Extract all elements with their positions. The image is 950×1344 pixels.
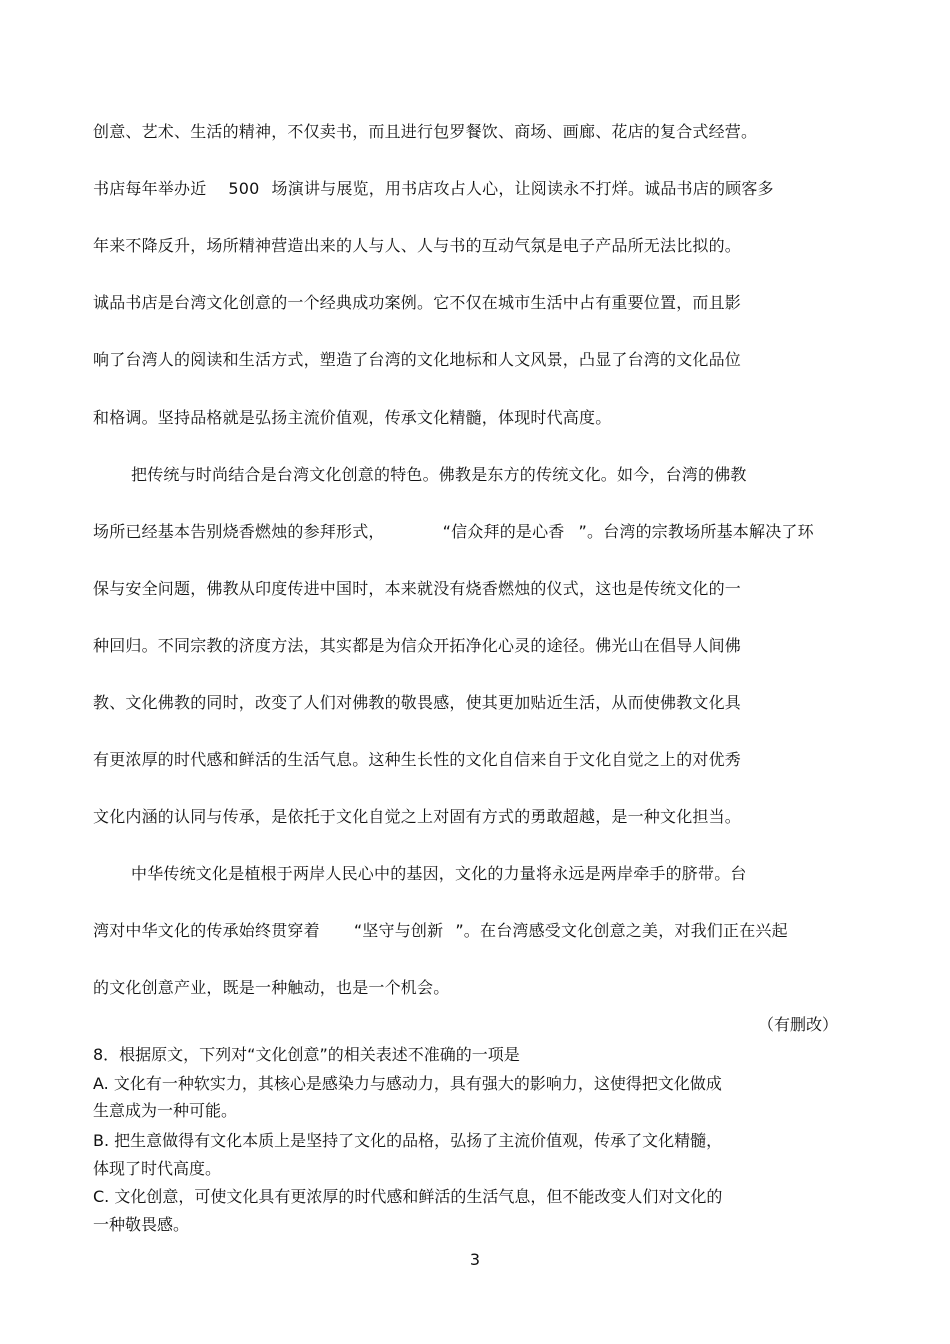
- text-segment: 湾对中华文化的传承始终贯穿着: [93, 921, 320, 940]
- option-a-line-1: A. 文化有一种软实力，其核心是感染力与感动力，具有强大的影响力，这使得把文化做成: [93, 1074, 722, 1093]
- text-line: 的文化创意产业，既是一种触动，也是一个机会。: [93, 978, 450, 997]
- text-segment: 书店每年举办近: [93, 179, 207, 198]
- option-b-line-1: B. 把生意做得有文化本质上是坚持了文化的品格，弘扬了主流价值观，传承了文化精髓，: [93, 1131, 723, 1150]
- option-c-line-1: C. 文化创意，可使文化具有更浓厚的时代感和鲜活的生活气息，但不能改变人们对文化的: [93, 1187, 723, 1206]
- text-line: [93, 179, 774, 199]
- source-note: （有删改）: [757, 1015, 838, 1034]
- text-line: 诚品书店是台湾文化创意的一个经典成功案例。它不仅在城市生活中占有重要位置，而且影: [93, 293, 742, 312]
- text-segment: “坚守与创新: [353, 921, 444, 940]
- text-segment: ”。在台湾感受文化创意之美，对我们正在兴起: [455, 921, 788, 940]
- text-line: [93, 522, 814, 542]
- text-segment: 500: [228, 179, 260, 198]
- option-c-line-2: 一种敬畏感。: [93, 1215, 190, 1234]
- text-segment: 场所已经基本告别烧香燃烛的参拜形式，: [93, 522, 385, 541]
- text-line: 种回归。不同宗教的济度方法，其实都是为信众开拓净化心灵的途径。佛光山在倡导人间佛: [93, 636, 742, 655]
- text-line: 响了台湾人的阅读和生活方式，塑造了台湾的文化地标和人文风景，凸显了台湾的文化品位: [93, 350, 742, 369]
- text-line: 创意、艺术、生活的精神，不仅卖书，而且进行包罗餐饮、商场、画廊、花店的复合式经营。: [93, 122, 758, 141]
- text-line: 把传统与时尚结合是台湾文化创意的特色。佛教是东方的传统文化。如今，台湾的佛教: [131, 465, 747, 484]
- text-line: 中华传统文化是植根于两岸人民心中的基因，文化的力量将永远是两岸牵手的脐带。台: [131, 864, 747, 883]
- text-line: 文化内涵的认同与传承，是依托于文化自觉之上对固有方式的勇敢超越，是一种文化担当。: [93, 807, 742, 826]
- text-segment: ”。台湾的宗教场所基本解决了环: [578, 522, 814, 541]
- text-line: 教、文化佛教的同时，改变了人们对佛教的敬畏感，使其更加贴近生活，从而使佛教文化具: [93, 693, 742, 712]
- text-line: 年来不降反升，场所精神营造出来的人与人、人与书的互动气氛是电子产品所无法比拟的。: [93, 236, 742, 255]
- page-number: 3: [469, 1250, 481, 1269]
- option-b-line-2: 体现了时代高度。: [93, 1159, 222, 1178]
- text-line: 和格调。坚持品格就是弘扬主流价值观，传承文化精髓，体现时代高度。: [93, 408, 612, 427]
- option-a-line-2: 生意成为一种可能。: [93, 1101, 238, 1120]
- text-line: 保与安全问题，佛教从印度传进中国时，本来就没有烧香燃烛的仪式，这也是传统文化的一: [93, 579, 742, 598]
- text-segment: 场演讲与展览，用书店攻占人心，让阅读永不打烊。诚品书店的顾客多: [271, 179, 774, 198]
- question-stem: 8．根据原文，下列对“文化创意”的相关表述不准确的一项是: [93, 1045, 520, 1064]
- text-segment: “信众拜的是心香: [442, 522, 565, 541]
- text-line: [93, 921, 788, 941]
- text-line: 有更浓厚的时代感和鲜活的生活气息。这种生长性的文化自信来自于文化自觉之上的对优秀: [93, 750, 742, 769]
